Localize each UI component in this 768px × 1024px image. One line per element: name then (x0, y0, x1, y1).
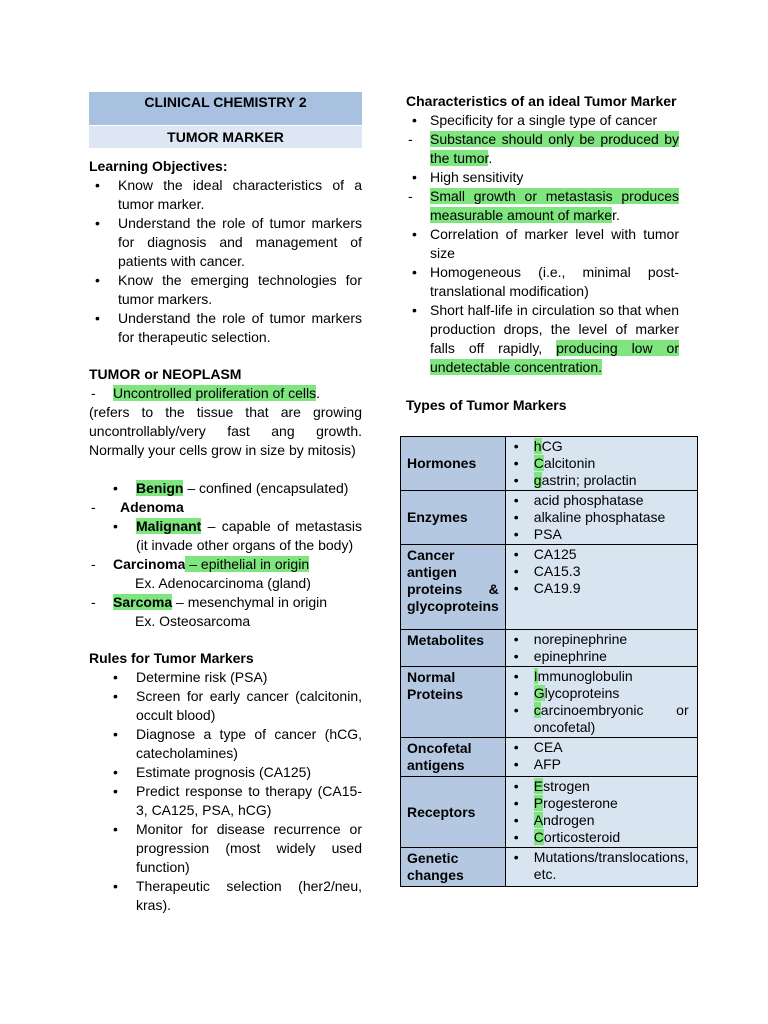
objective-item: • Know the ideal characteristics of a tumor marker. (89, 176, 362, 214)
rule-item: • Predict response to therapy (CA15-3, CA125, PSA, hCG) (107, 782, 362, 820)
characteristics-heading: Characteristics of an ideal Tumor Marker (406, 93, 677, 109)
list-item: • Mutations/translocations, etc. (506, 849, 689, 883)
characteristic-item: • Specificity for a single type of cancer (406, 111, 679, 130)
list-item (506, 829, 689, 846)
list-item: • PSA (506, 526, 689, 543)
rule-item: • Therapeutic selection (her2/neu, kras). (107, 877, 362, 915)
list-item: • CA125 (506, 546, 689, 563)
list-item (506, 685, 689, 702)
benign-item (89, 479, 362, 498)
row-header-enzymes: Enzymes (401, 491, 506, 545)
malignant-text: – capable of metastasis (it invade other organs of the body) (136, 518, 362, 553)
item-text: strogen (543, 778, 590, 794)
row-header-normal-proteins: Normal Proteins (401, 667, 506, 738)
rule-item: • Screen for early cancer (calcitonin, occult blood) (107, 687, 362, 725)
table-row (401, 491, 698, 545)
row-header-receptors: Receptors (401, 777, 506, 848)
characteristic-item (406, 130, 679, 168)
list-item: • epinephrine (506, 648, 689, 665)
initial-highlight: P (533, 795, 544, 811)
item-text: orticosteroid (543, 829, 621, 845)
initial-highlight: C (533, 455, 544, 471)
left-column (89, 92, 362, 915)
malignant-item (89, 517, 362, 555)
malignant-label: Malignant (136, 518, 202, 534)
characteristic-item: • Homogeneous (i.e., minimal post-translational modification) (406, 263, 679, 301)
row-values (505, 437, 697, 491)
objectives-list (89, 176, 362, 347)
characteristic-end: r. (612, 207, 620, 223)
row-values (505, 667, 697, 738)
benign-label: Benign (136, 480, 184, 496)
right-column (406, 92, 679, 415)
list-item: • alkaline phosphatase (506, 509, 689, 526)
characteristic-item: • Correlation of marker level with tumor size (406, 225, 679, 263)
list-item: • acid phosphatase (506, 492, 689, 509)
initial-highlight: c (533, 702, 541, 718)
list-item: • CA15.3 (506, 563, 689, 580)
tumor-definition-text: Uncontrolled proliferation of cells (113, 385, 317, 401)
initial-highlight: I (533, 668, 538, 684)
characteristic-highlight: Small growth or metastasis produces measurable amount of marke (430, 188, 679, 223)
row-values (505, 491, 697, 545)
sarcoma-text: – mesenchymal in origin (172, 594, 328, 610)
carcinoma-example: Ex. Adenocarcinoma (gland) (135, 575, 311, 591)
table-row (401, 848, 698, 887)
sarcoma-example: Ex. Osteosarcoma (135, 613, 251, 629)
list-item: • CA19.9 (506, 580, 689, 597)
row-values (505, 738, 697, 777)
item-text: rogesterone (543, 795, 618, 811)
characteristic-item: • High sensitivity (406, 168, 679, 187)
row-values (505, 630, 697, 667)
item-text: ndrogen (543, 812, 595, 828)
initial-highlight: A (533, 812, 544, 828)
item-text: alcitonin (543, 455, 596, 471)
list-item: • CEA (506, 739, 689, 756)
characteristic-item (406, 187, 679, 225)
list-item (506, 455, 689, 472)
initial-highlight: E (533, 778, 544, 794)
document-subtitle: TUMOR MARKER (89, 126, 362, 148)
row-values (505, 777, 697, 848)
adenoma-item (89, 498, 362, 517)
table-row (401, 437, 698, 491)
list-item (506, 472, 689, 489)
sarcoma-item (89, 593, 362, 612)
list-item (506, 438, 689, 455)
rule-item: • Estimate prognosis (CA125) (107, 763, 362, 782)
table-row (401, 777, 698, 848)
rules-list (89, 668, 362, 915)
table-row (401, 738, 698, 777)
adenoma-label: Adenoma (120, 499, 184, 515)
characteristic-highlight: Substance should only be produced by the tumor (430, 131, 679, 166)
carcinoma-item (89, 555, 362, 574)
list-item (506, 702, 689, 736)
objective-item: • Know the emerging technologies for tumor markers. (89, 271, 362, 309)
row-values (505, 545, 697, 630)
characteristic-end: . (488, 150, 493, 166)
characteristics-list (406, 111, 679, 377)
list-item (506, 812, 689, 829)
list-item (506, 778, 689, 795)
objective-item: • Understand the role of tumor markers for diagnosis and management of patients with cancer. (89, 214, 362, 271)
row-header-genetic: Genetic changes (401, 848, 506, 887)
tumor-heading: TUMOR or NEOPLASM (89, 366, 242, 382)
item-text: mmunoglobulin (537, 668, 633, 684)
list-item: • AFP (506, 756, 689, 773)
table-row (401, 667, 698, 738)
tumor-definition-end: . (316, 385, 320, 401)
item-text: lycoproteins (544, 685, 620, 701)
row-values (505, 848, 697, 887)
characteristic-highlight: producing low or undetectable concentration. (430, 340, 679, 375)
initial-highlight: g (533, 472, 542, 488)
sarcoma-label: Sarcoma (113, 594, 173, 610)
objectives-heading: Learning Objectives: (89, 158, 228, 174)
list-item (506, 668, 689, 685)
table-row (401, 545, 698, 630)
objective-item: • Understand the role of tumor markers for therapeutic selection. (89, 309, 362, 347)
list-item (506, 795, 689, 812)
row-header-oncofetal: Oncofetal antigens (401, 738, 506, 777)
types-heading: Types of Tumor Markers (406, 397, 567, 413)
benign-text: – confined (encapsulated) (183, 480, 349, 496)
rule-item: • Monitor for disease recurrence or progression (most widely used function) (107, 820, 362, 877)
rules-heading: Rules for Tumor Markers (89, 650, 254, 666)
row-header-hormones: Hormones (401, 437, 506, 491)
carcinoma-text: – epithelial in origin (185, 556, 310, 572)
carcinoma-label: Carcinoma (113, 556, 186, 572)
rule-item: • Diagnose a type of cancer (hCG, catecholamines) (107, 725, 362, 763)
rule-item: • Determine risk (PSA) (107, 668, 362, 687)
tumor-definition (89, 384, 362, 403)
tumor-note: (refers to the tissue that are growing uncontrollably/very fast ang growth. Normally your cells grow in size by mitosis) (89, 404, 362, 458)
characteristic-item (406, 301, 679, 377)
initial-highlight: C (533, 829, 544, 845)
initial-highlight: G (533, 685, 545, 701)
table-row (401, 630, 698, 667)
item-text: arcinoembryonic or oncofetal) (533, 702, 689, 735)
characteristic-text: Short half-life in circulation so that when production drops, the level of marker falls off rapidly, (430, 302, 679, 356)
initial-highlight: h (533, 438, 542, 454)
tumor-markers-table (400, 436, 698, 887)
row-header-cancer-antigen: Cancer antigen proteins & glycoproteins (401, 545, 506, 630)
list-item: • norepinephrine (506, 631, 689, 648)
item-text: CG (541, 438, 563, 454)
item-text: astrin; prolactin (541, 472, 637, 488)
document-title: CLINICAL CHEMISTRY 2 (89, 92, 362, 125)
row-header-metabolites: Metabolites (401, 630, 506, 667)
